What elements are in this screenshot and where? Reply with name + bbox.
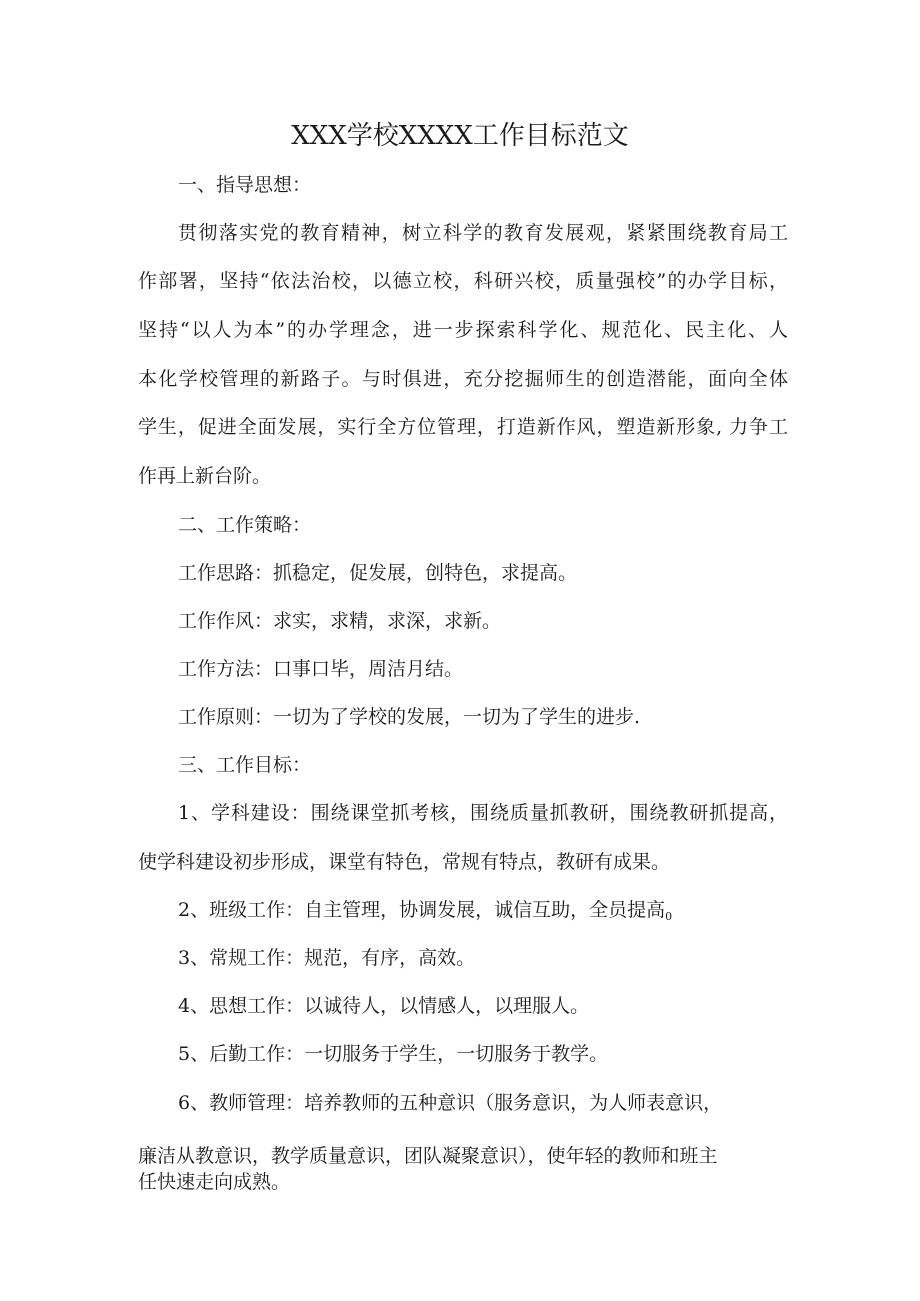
- goal-item-1-line-1: 1、学科建设：围绕课堂抓考核，围绕质量抓教研，围绕教研抓提高，: [178, 802, 788, 824]
- section1-line-1: 贯彻落实党的教育精神，树立科学的教育发展观，紧紧围绕教育局工: [178, 222, 788, 244]
- goal-item-2-subscript: 0: [665, 910, 673, 923]
- strategy-item-method: 工作方法：口事口毕，周洁月结。: [178, 658, 464, 680]
- goal-item-2: [178, 897, 672, 930]
- goal-item-2-text: 2、班级工作：自主管理，协调发展，诚信互助，全员提高: [178, 899, 666, 921]
- section1-line-4: 本化学校管理的新路子。与时俱进，充分挖掘师生的创造潜能，面向全体: [138, 368, 788, 390]
- section1-line-6: 作再上新台阶。: [138, 465, 272, 487]
- goal-item-6-line-2: 廉洁从教意识，教学质量意识，团队凝聚意识），使年轻的教师和班主: [138, 1145, 718, 1167]
- goal-item-1-line-2: 使学科建设初步形成，课堂有特色，常规有特点，教研有成果。: [138, 851, 671, 873]
- section3-heading: 三、工作目标：: [178, 754, 312, 776]
- goal-item-4: 4、思想工作：以诚待人，以情感人，以理服人。: [178, 995, 590, 1017]
- goal-item-3: 3、常规工作：规范，有序，高效。: [178, 947, 476, 969]
- strategy-item-style: 工作作风：求实，求精，求深，求新。: [178, 610, 502, 632]
- goal-item-5: 5、后勤工作：一切服务于学生，一切服务于教学。: [178, 1043, 609, 1065]
- document-title: XXX学校XXXX工作目标范文: [291, 121, 629, 151]
- section2-heading: 二、工作策略：: [178, 514, 312, 536]
- strategy-item-thinking: 工作思路：抓稳定，促发展，创特色，求提高。: [178, 562, 578, 584]
- section1-line-2: 作部署，坚持“依法治校，以德立校，科研兴校，质量强校”的办学目标，: [138, 270, 788, 292]
- goal-item-6-line-3: 任快速走向成熟。: [138, 1171, 291, 1193]
- strategy-item-principle: 工作原则：一切为了学校的发展，一切为了学生的进步.: [178, 706, 641, 728]
- section1-line-5: 学生，促进全面发展，实行全方位管理，打造新作风，塑造新形象, 力争工: [138, 416, 788, 438]
- goal-item-6-line-1: 6、教师管理：培养教师的五种意识（服务意识，为人师表意识，: [178, 1092, 723, 1114]
- section1-heading: 一、指导思想：: [178, 174, 312, 196]
- section1-line-3: 坚持“以人为本”的办学理念，进一步探索科学化、规范化、民主化、人: [138, 319, 788, 341]
